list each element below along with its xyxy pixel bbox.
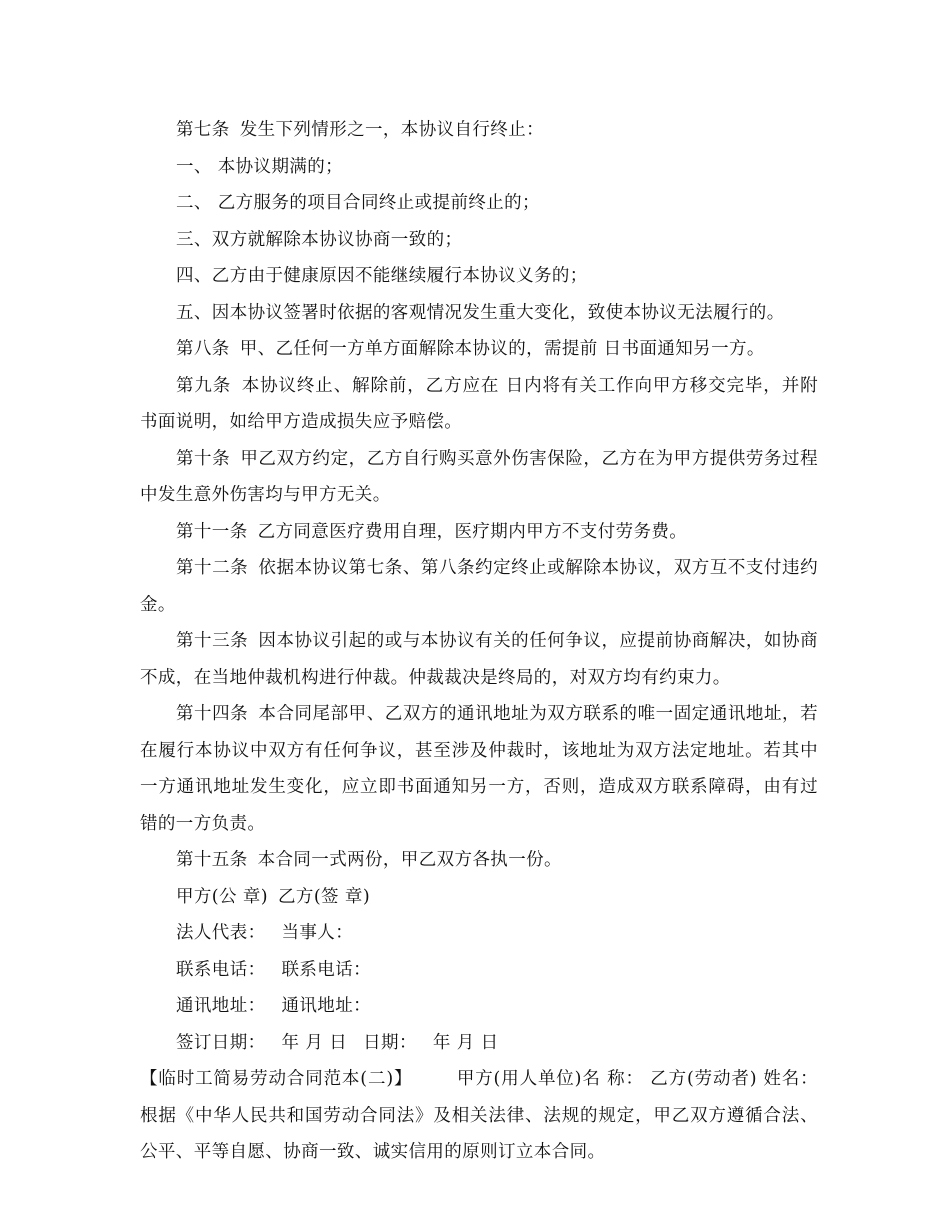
article-7-heading: 第七条: [176, 120, 230, 140]
article-7-item-3-text: 三、双方就解除本协议协商一致的；: [176, 229, 463, 250]
article-11-text: 乙方同意医疗费用自理，医疗期内甲方不支付劳务费。: [257, 521, 688, 542]
article-10-paragraph: [140, 441, 818, 514]
signature-seal-line: [140, 879, 818, 916]
address-b-label: 通讯地址：: [281, 996, 371, 1016]
article-13-text: 因本协议引起的或与本协议有关的任何争议，应提前协商解决，如协商不成，在当地仲裁机构进行仲裁。仲裁裁决是终局的，对双方均有约束力。: [140, 631, 818, 688]
article-9-paragraph: [140, 368, 818, 441]
article-14-heading: 第十四条: [176, 704, 249, 724]
sign-date-a: 年 月 日: [281, 1032, 348, 1053]
article-15-text: 本合同一式两份，甲乙双方各执一份。: [257, 850, 562, 870]
next-section-text: 甲方(用人单位)名 称： 乙方(劳动者) 姓名： 根据《中华人民共和国劳动合同法》及相关法律、法规的规定，甲乙双方遵循合法、公平、平等自愿、协商一致、诚实信用的原则订立本合同。: [140, 1069, 818, 1162]
article-14-text: 本合同尾部甲、乙双方的通讯地址为双方联系的唯一固定通讯地址，若在履行本协议中双方有任何争议，甚至涉及仲裁时，该地址为双方法定地址。若其中一方通讯地址发生变化，应立即书面通知另一方，否则，造成双方联系障碍，由有过错的一方负责。: [140, 704, 818, 834]
article-7-item-2-text: 二、 乙方服务的项目合同终止或提前终止的；: [176, 193, 540, 213]
article-7-item-2: [140, 185, 818, 222]
address-a-label: 通讯地址：: [176, 996, 266, 1016]
article-13-heading: 第十三条: [176, 631, 249, 651]
article-12-text: 依据本协议第七条、第八条约定终止或解除本协议，双方互不支付违约金。: [140, 558, 818, 615]
sign-date-b: 年 月 日: [432, 1032, 499, 1053]
article-7-item-5-text: 五、因本协议签署时依据的客观情况发生重大变化，致使本协议无法履行的。: [176, 302, 785, 323]
article-7-item-1: [140, 149, 818, 186]
article-8-text: 甲、乙任何一方单方面解除本协议的，需提前 日书面通知另一方。: [239, 339, 765, 359]
party-person-label: 当事人：: [281, 923, 354, 943]
sign-date-label: 签订日期：: [176, 1032, 266, 1053]
article-10-heading: 第十条: [176, 448, 231, 469]
party-a-seal: 甲方(公 章): [176, 886, 269, 907]
article-11-paragraph: [140, 514, 818, 551]
document-body: [140, 112, 818, 1171]
article-12-paragraph: [140, 550, 818, 623]
next-section-title: 【临时工简易劳动合同范本(二)】: [140, 1069, 413, 1089]
article-7-text: 发生下列情形之一，本协议自行终止：: [239, 120, 545, 140]
article-7-item-4-text: 四、乙方由于健康原因不能继续履行本协议义务的；: [176, 266, 588, 286]
phone-b-label: 联系电话：: [281, 959, 371, 980]
signature-phone-line: [140, 952, 818, 989]
article-7-item-4: [140, 258, 818, 295]
article-10-text: 甲乙双方约定，乙方自行购买意外伤害保险，乙方在为甲方提供劳务过程中发生意外伤害均与甲方无关。: [140, 448, 818, 505]
article-8-paragraph: [140, 331, 818, 368]
article-15-heading: 第十五条: [176, 850, 248, 870]
article-7-item-3: [140, 222, 818, 259]
article-8-heading: 第八条: [176, 339, 230, 359]
article-7-item-5: [140, 295, 818, 332]
next-section-paragraph: [140, 1061, 818, 1171]
signature-date-line: [140, 1025, 818, 1062]
article-7-item-1-text: 一、 本协议期满的；: [176, 156, 344, 177]
article-14-paragraph: [140, 696, 818, 842]
signature-address-line: [140, 988, 818, 1025]
date-label: 日期：: [363, 1032, 417, 1053]
phone-a-label: 联系电话：: [176, 959, 266, 980]
article-13-paragraph: [140, 623, 818, 696]
article-15-paragraph: [140, 842, 818, 879]
article-11-heading: 第十一条: [176, 521, 248, 542]
article-7-paragraph: [140, 112, 818, 149]
article-12-heading: 第十二条: [176, 558, 249, 578]
article-9-heading: 第九条: [176, 375, 232, 396]
signature-representative-line: [140, 915, 818, 952]
article-9-text: 本协议终止、解除前，乙方应在 日内将有关工作向甲方移交完毕，并附书面说明，如给甲方造成损失应予赔偿。: [140, 375, 818, 432]
legal-representative-label: 法人代表：: [176, 923, 266, 943]
party-b-seal: 乙方(签 章): [278, 886, 371, 907]
